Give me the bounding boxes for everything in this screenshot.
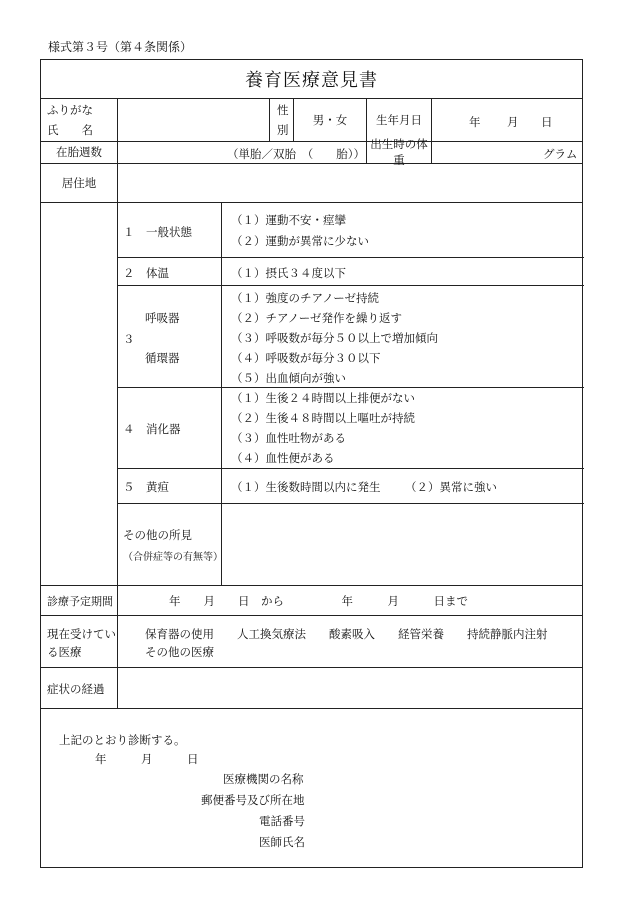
col-divider [117,202,118,585]
doctor-name-label: 医師氏名 [259,835,305,849]
sex-label-top: 性 [277,103,289,117]
condition-temp-label: ２ 体温 [123,266,169,280]
other-findings-sub: （合併症等の有無等） [123,552,223,563]
condition-resp-item: （１）強度のチアノーゼ持続 [231,291,380,305]
treatment-label-top: 現在受けてい [47,627,116,641]
condition-digest-item: （４）血性便がある [231,451,335,465]
course-label: 症状の経過 [47,682,105,696]
condition-circ-label: 循環器 [145,351,180,365]
gestation-label: 在胎週数 [56,145,102,159]
row-divider [41,202,582,203]
period-text: 年 月 日 から 年 月 日まで [169,594,468,608]
row-divider [117,257,584,258]
institution-name-label: 医療機関の名称 [223,772,304,786]
diagnosis-date: 年 月 日 [95,752,199,766]
birth-date-label: 生年月日 [376,113,422,127]
condition-resp-item: （５）出血傾向が強い [231,371,346,385]
condition-resp-item: （２）チアノーゼ発作を繰り返す [231,311,403,325]
institution-address-label: 郵便番号及び所在地 [201,793,305,807]
row-divider [117,285,584,286]
furigana-label: ふりがな [47,103,93,117]
birth-month-label: 月 [507,115,519,129]
condition-digest-item: （３）血性吐物がある [231,431,346,445]
condition-jaundice-item: （２）異常に強い [405,480,497,494]
address-label: 居住地 [61,175,97,190]
condition-digest-label: ４ 消化器 [123,422,181,436]
condition-resp-number: ３ [123,332,135,346]
treatment-options-other: その他の医療 [145,645,214,659]
row-divider [117,387,584,388]
condition-resp-item: （３）呼吸数が毎分５０以上で増加傾向 [231,331,438,345]
sex-value[interactable]: 男・女 [312,113,348,127]
condition-digest-item: （２）生後４８時間以上嘔吐が持続 [231,411,415,425]
row-divider [41,708,582,709]
col-divider [269,98,270,141]
condition-temp-item: （１）摂氏３４度以下 [231,266,346,280]
col-divider [431,98,432,163]
period-label: 診療予定期間 [47,595,113,608]
name-field[interactable] [118,99,268,140]
address-field[interactable] [118,164,583,201]
row-divider [41,615,582,616]
opinion-form [40,59,583,868]
condition-resp-item: （４）呼吸数が毎分３０以下 [231,351,381,365]
phone-label: 電話番号 [259,814,305,828]
other-findings-field[interactable] [222,504,583,584]
treatment-label-bottom: る医療 [47,645,82,659]
birth-year-label: 年 [469,115,481,129]
birth-day-label: 日 [541,115,553,129]
treatment-options: 保育器の使用 人工換気療法 酸素吸入 経管栄養 持続静脈内注射 [145,627,548,641]
sex-label-bottom: 別 [277,123,289,137]
form-title: 養育医療意見書 [41,60,582,99]
condition-resp-label: 呼吸器 [145,311,180,325]
condition-general-item: （２）運動が異常に少ない [231,234,369,248]
other-findings-label: その他の所見 [123,528,192,542]
row-divider [117,468,584,469]
condition-digest-item: （１）生後２４時間以上排便がない [231,391,415,405]
birth-weight-label: 出生時の体重 [370,137,428,167]
diagnosis-statement: 上記のとおり診断する。 [59,733,186,747]
row-divider [41,141,582,142]
condition-general-label: １ 一般状態 [123,225,192,239]
birth-type-text: （単胎／双胎 （ 胎）） [227,147,365,161]
name-label: 氏 名 [47,123,93,137]
row-divider [41,585,582,586]
condition-general-item: （１）運動不安・痙攣 [231,213,346,227]
form-number-label: 様式第３号（第４条関係） [48,40,193,54]
course-field[interactable] [118,668,583,707]
condition-jaundice-label: ５ 黄疸 [123,480,169,494]
condition-jaundice-item: （１）生後数時間以内に発生 [231,480,381,494]
weight-unit: グラム [543,147,578,161]
